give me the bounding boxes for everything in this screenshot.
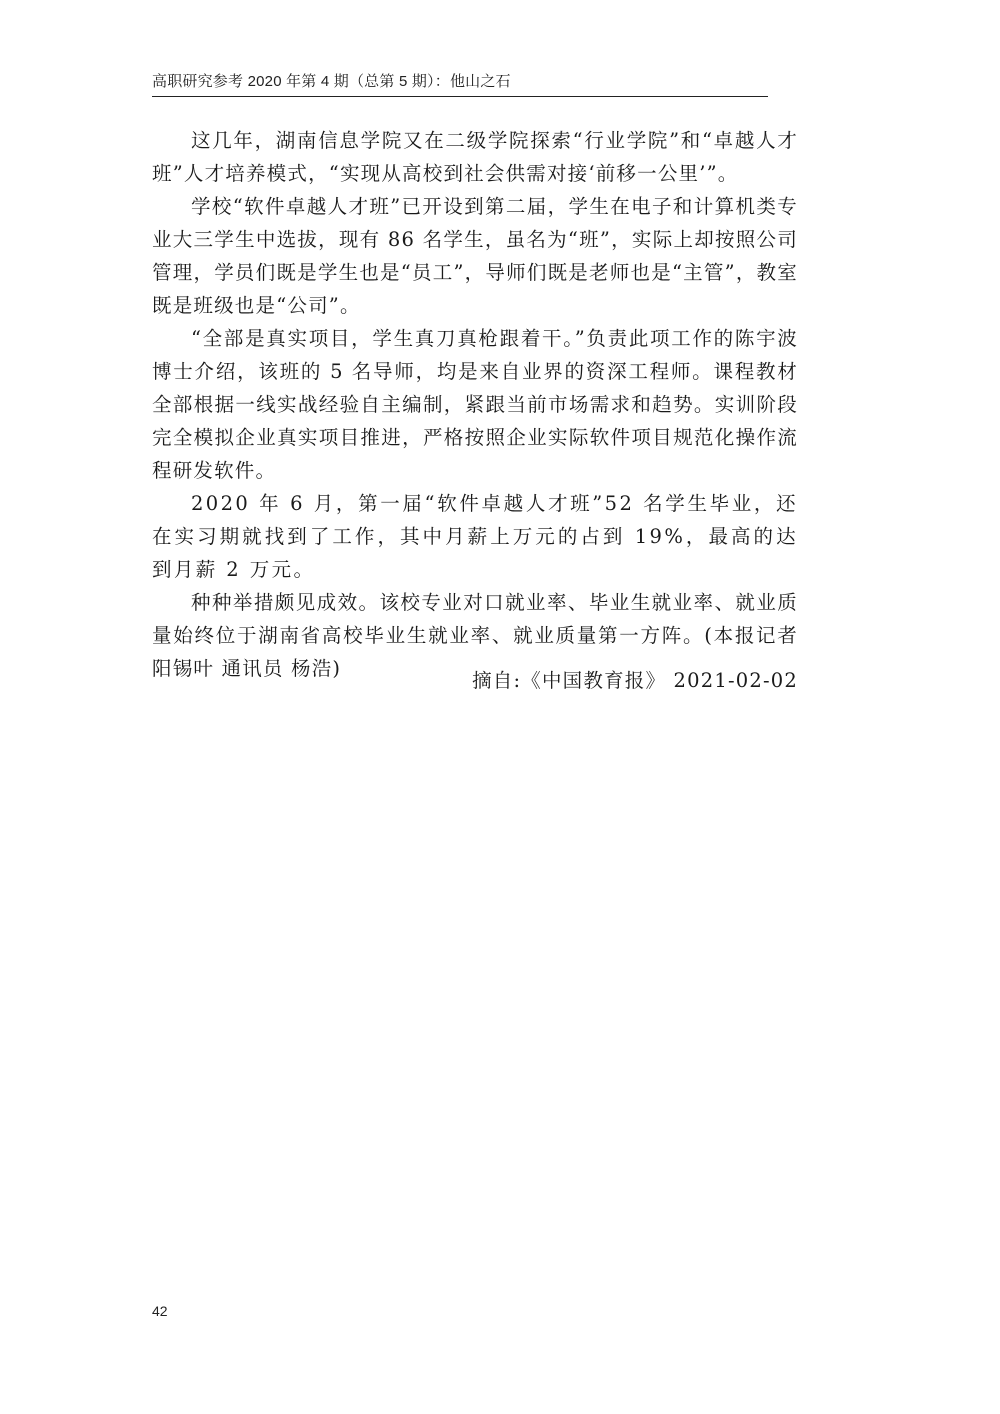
paragraph-3: “全部是真实项目，学生真刀真枪跟着干。”负责此项工作的陈宇波博士介绍，该班的 5 名导师，均是来自业界的资深工程师。课程教材全部根据一线实战经验自主编制，紧跟当前市场需求和趋势。实训阶段完全模拟企业真实项目推进，严格按照企业实际软件项目规范化操作流程研发软件。 <box>152 327 798 482</box>
paragraph-5: 种种举措颇见成效。该校专业对口就业率、毕业生就业率、就业质量始终位于湖南省高校毕业生就业率、就业质量第一方阵。(本报记者 阳锡叶 通讯员 杨浩) <box>152 591 798 680</box>
page-number: 42 <box>152 1303 168 1319</box>
running-header: 高职研究参考 2020 年第 4 期（总第 5 期）：他山之石 <box>152 73 511 90</box>
article-body <box>152 124 798 685</box>
paragraph-1: 这几年，湖南信息学院又在二级学院探索“行业学院”和“卓越人才班”人才培养模式，“实现从高校到社会供需对接‘前移一公里’”。 <box>152 129 798 185</box>
header-divider <box>152 96 768 97</box>
paragraph-4: 2020 年 6 月，第一届“软件卓越人才班”52 名学生毕业，还在实习期就找到了工作，其中月薪上万元的占到 19%，最高的达到月薪 2 万元。 <box>152 492 798 581</box>
source-citation: 摘自:《中国教育报》 2021-02-02 <box>472 669 798 692</box>
paragraph-2: 学校“软件卓越人才班”已开设到第二届，学生在电子和计算机类专业大三学生中选拔，现有 86 名学生，虽名为“班”，实际上却按照公司管理，学员们既是学生也是“员工”，导师们既是老师也是“主管”，教室既是班级也是“公司”。 <box>152 195 798 317</box>
